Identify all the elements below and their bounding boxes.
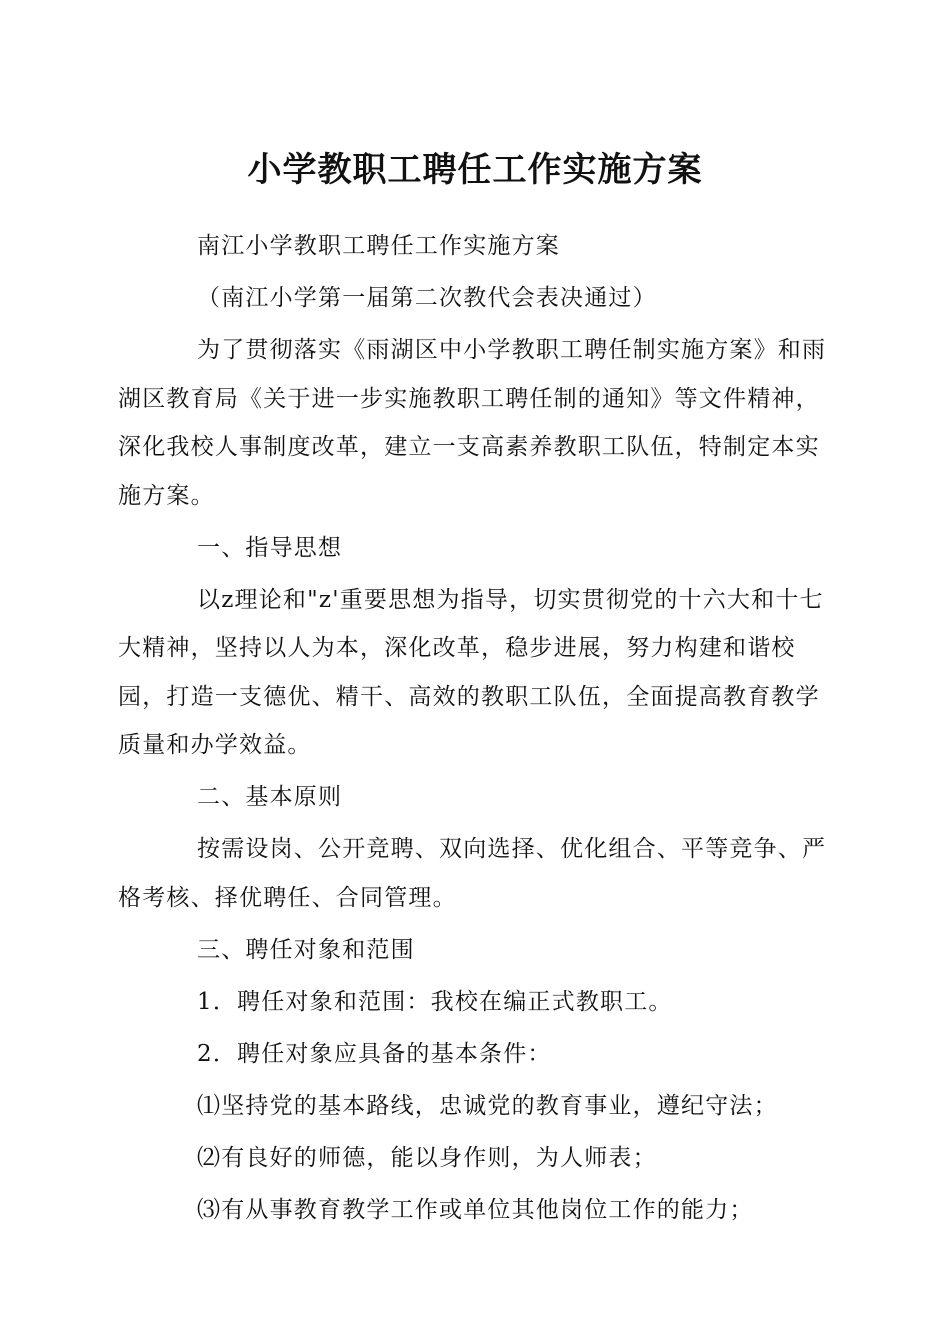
document-body — [118, 222, 834, 1238]
paragraph-guiding-ideology: 以z理论和"z'重要思想为指导，切实贯彻党的十六大和十七大精神，坚持以人为本，深化改革，稳步进展，努力构建和谐校园，打造一支德优、精干、高效的教职工队伍，全面提高教育教学质量和办学效益。 — [118, 586, 824, 758]
condition-item-2: ⑵有良好的师德，能以身作则，为人师表； — [197, 1144, 657, 1171]
condition-item-1: ⑴坚持党的基本路线，忠诚党的教育事业，遵纪守法； — [197, 1092, 778, 1119]
paragraph-basic-principles: 按需设岗、公开竞聘、双向选择、优化组合、平等竞争、严格考核、择优聘任、合同管理。 — [118, 836, 827, 911]
section-heading-basic-principles: 二、基本原则 — [197, 784, 343, 810]
list-item-scope: 1．聘任对象和范围：我校在编正式教职工。 — [197, 988, 673, 1015]
section-heading-guiding-ideology: 一、指导思想 — [197, 534, 343, 561]
paragraph-subtitle: 南江小学教职工聘任工作实施方案 — [197, 233, 560, 259]
condition-item-3: ⑶有从事教育教学工作或单位其他岗位工作的能力； — [197, 1196, 754, 1223]
list-item-conditions: 2．聘任对象应具备的基本条件： — [197, 1040, 552, 1067]
section-heading-scope: 三、聘任对象和范围 — [197, 936, 415, 963]
document-title: 小学教职工聘任工作实施方案 — [247, 150, 703, 190]
paragraph-approval-note: （南江小学第一届第二次教代会表决通过） — [197, 285, 657, 311]
paragraph-intro: 为了贯彻落实《雨湖区中小学教职工聘任制实施方案》和雨湖区教育局《关于进一步实施教职工聘任制的通知》等文件精神，深化我校人事制度改革，建立一支高素养教职工队伍，特制定本实施方案。 — [118, 337, 827, 509]
